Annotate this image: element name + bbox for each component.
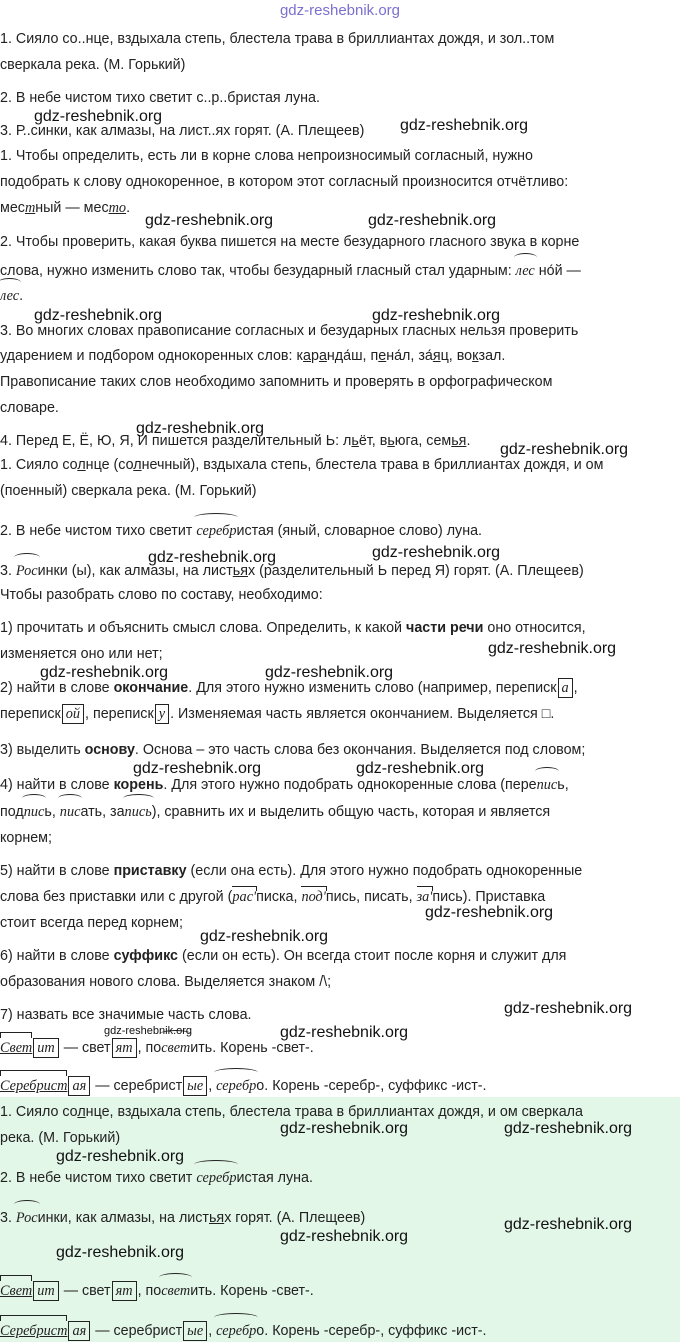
root-mark: пис <box>24 799 45 825</box>
instruction-line: подпись, писать, запись), сравнить их и выделить общую часть, которая и является <box>0 799 680 825</box>
ending-box: ая <box>68 1321 90 1341</box>
root-mark: Рос <box>16 1205 38 1231</box>
instruction-line: 2) найти в слове окончание. Для этого нужно изменить слово (например, переписк а , <box>0 680 578 696</box>
watermark: gdz-reshebnik.org <box>500 441 629 458</box>
root-mark: Рос <box>16 558 38 584</box>
root-mark: лес <box>516 258 535 284</box>
answer-line: Свет ит — свет ят , посветить. Корень -свет-. <box>0 1278 680 1304</box>
ending-box: ые <box>183 1321 207 1341</box>
ending-box: ит <box>33 1038 58 1058</box>
answer-line: 3. Росинки, как алмазы, на листьях горят. (А. Плещеев) <box>0 1205 680 1231</box>
instruction-line: Чтобы разобрать слово по составу, необходимо: <box>0 587 323 603</box>
watermark: gdz-reshebnik.org <box>104 1025 193 1037</box>
instruction-line: переписк ой , переписк у . Изменяемая часть является окончанием. Выделяется □. <box>0 706 555 722</box>
watermark: gdz-reshebnik.org <box>145 212 274 229</box>
ending-box: а <box>558 678 573 698</box>
rule-line: ударением и подбором однокоренных слов: каранда́ш, пена́л, за́яц, вокзал. <box>0 348 506 364</box>
watermark: gdz-reshebnik.org <box>504 1120 633 1137</box>
instruction-line: 5) найти в слове приставку (если она есть). Для этого нужно подобрать однокоренные <box>0 863 583 879</box>
watermark: gdz-reshebnik.org <box>504 1000 633 1017</box>
task-line: 1. Сияло со..нце, вздыхала степь, блестела трава в бриллиантах дождя, и зол..том <box>0 31 555 47</box>
rule-line: 4. Перед Е, Ё, Ю, Я, И пишется разделительный Ь: льёт, вьюга, семья. <box>0 433 471 449</box>
watermark: gdz-reshebnik.org <box>425 904 554 921</box>
watermark: gdz-reshebnik.org <box>148 549 277 566</box>
parse-line: Свет ит — свет ят , посветить. Корень -свет-. <box>0 1035 680 1061</box>
rule-line: лес. <box>0 283 680 309</box>
instruction-line: стоит всегда перед корнем; <box>0 915 183 931</box>
task-line: сверкала река. (М. Горький) <box>0 57 186 73</box>
rule-line: 3. Во многих словах правописание согласных и безударных гласных нельзя проверить <box>0 323 579 339</box>
watermark: gdz-reshebnik.org <box>280 1228 409 1245</box>
solution-line: 3. Росинки (ы), как алмазы, на листьях (разделительный Ь перед Я) горят. (А. Плещеев) <box>0 558 680 584</box>
root-mark: свет <box>161 1278 190 1304</box>
rule-line: подобрать к слову однокоренное, в котором этот согласный произносится отчётливо: <box>0 174 569 190</box>
rule-line: Правописание таких слов необходимо запомнить и проверять в орфографическом <box>0 374 553 390</box>
root-mark: серебр <box>196 1165 236 1191</box>
solution-line: (поенный) сверкала река. (М. Горький) <box>0 483 257 499</box>
root-mark: серебр <box>216 1073 256 1099</box>
word-base: Серебрист <box>0 1318 67 1344</box>
watermark: gdz-reshebnik.org <box>372 544 501 561</box>
watermark: gdz-reshebnik.org <box>40 664 169 681</box>
answer-line: 1. Сияло солнце, вздыхала степь, блестела трава в бриллиантах дождя, и ом сверкала <box>0 1104 583 1120</box>
solution-line: 1. Сияло солнце (солнечный), вздыхала степь, блестела трава в бриллиантах дождя, и ом <box>0 457 604 473</box>
ending-box: ят <box>112 1281 137 1301</box>
root-mark: лес <box>0 283 19 309</box>
solution-line: 2. В небе чистом тихо светит серебристая (яный, словарное слово) луна. <box>0 518 680 544</box>
rule-line: словаре. <box>0 400 59 416</box>
ending-box: ые <box>183 1076 207 1096</box>
watermark: gdz-reshebnik.org <box>56 1148 185 1165</box>
ending-box: у <box>155 704 169 724</box>
watermark: gdz-reshebnik.org <box>372 307 501 324</box>
rule-line: местный — место. <box>0 200 131 216</box>
prefix-mark: за' <box>417 884 433 910</box>
instruction-line: образования нового слова. Выделяется знаком /\; <box>0 974 332 990</box>
word-base: Свет <box>0 1278 32 1304</box>
watermark: gdz-reshebnik.org <box>34 307 163 324</box>
instruction-line: 3) выделить основу. Основа – это часть слова без окончания. Выделяется под словом; <box>0 742 586 758</box>
watermark: gdz-reshebnik.org <box>400 117 529 134</box>
ending-box: ая <box>68 1076 90 1096</box>
root-mark: пис <box>60 799 81 825</box>
watermark: gdz-reshebnik.org <box>368 212 497 229</box>
watermark: gdz-reshebnik.org <box>136 420 265 437</box>
parse-line: Серебрист ая — серебрист ые , серебро. Корень -серебр-, суффикс -ист-. <box>0 1073 680 1099</box>
instruction-line: 1) прочитать и объяснить смысл слова. Определить, к какой части речи оно относится, <box>0 620 586 636</box>
watermark: gdz-reshebnik.org <box>280 1024 409 1041</box>
site-header[interactable]: gdz-reshebnik.org <box>279 2 401 19</box>
instruction-line: слова без приставки или с другой (рас'писка, под'пись, писать, за'пись). Приставка <box>0 884 680 910</box>
ending-box: ой <box>62 704 84 724</box>
root-mark: пись <box>125 799 152 825</box>
rule-line: 2. Чтобы проверить, какая буква пишется на месте безударного гласного звука в корне <box>0 234 580 250</box>
prefix-mark: рас' <box>232 884 256 910</box>
watermark: gdz-reshebnik.org <box>280 1120 409 1137</box>
prefix-mark: под' <box>301 884 325 910</box>
watermark: gdz-reshebnik.org <box>265 664 394 681</box>
rule-line: слова, нужно изменить слово так, чтобы безударный гласный стал ударным: лес но́й — <box>0 258 680 284</box>
watermark: gdz-reshebnik.org <box>504 1216 633 1233</box>
instruction-line: 6) найти в слове суффикс (если он есть). Он всегда стоит после корня и служит для <box>0 948 567 964</box>
task-line: 2. В небе чистом тихо светит с..р..бристая луна. <box>0 90 320 106</box>
root-mark: серебр <box>216 1318 256 1344</box>
watermark: gdz-reshebnik.org <box>34 108 163 125</box>
instruction-line: изменяется оно или нет; <box>0 646 163 662</box>
root-mark: серебр <box>196 518 236 544</box>
watermark: gdz-reshebnik.org <box>56 1244 185 1261</box>
rule-line: 1. Чтобы определить, есть ли в корне слова непроизносимый согласный, нужно <box>0 148 533 164</box>
watermark: gdz-reshebnik.org <box>133 760 262 777</box>
answer-line: река. (М. Горький) <box>0 1130 121 1146</box>
instruction-line: корнем; <box>0 830 52 846</box>
watermark: gdz-reshebnik.org <box>356 760 485 777</box>
ending-box: ит <box>33 1281 58 1301</box>
word-base: Свет <box>0 1035 32 1061</box>
answer-line: 2. В небе чистом тихо светит серебристая луна. <box>0 1165 680 1191</box>
root-mark: пис <box>537 772 558 798</box>
instruction-line: 7) назвать все значимые часть слова. <box>0 1007 252 1023</box>
root-mark: свет <box>161 1035 190 1061</box>
instruction-line: 4) найти в слове корень. Для этого нужно подобрать однокоренные слова (перепись, <box>0 772 680 798</box>
watermark: gdz-reshebnik.org <box>488 640 617 657</box>
task-line: 3. Р..синки, как алмазы, на лист..ях горят. (А. Плещеев) <box>0 123 365 139</box>
answer-line: Серебрист ая — серебрист ые , серебро. Корень -серебр-, суффикс -ист-. <box>0 1318 680 1344</box>
ending-box: ят <box>112 1038 137 1058</box>
word-base: Серебрист <box>0 1073 67 1099</box>
watermark: gdz-reshebnik.org <box>200 928 329 945</box>
